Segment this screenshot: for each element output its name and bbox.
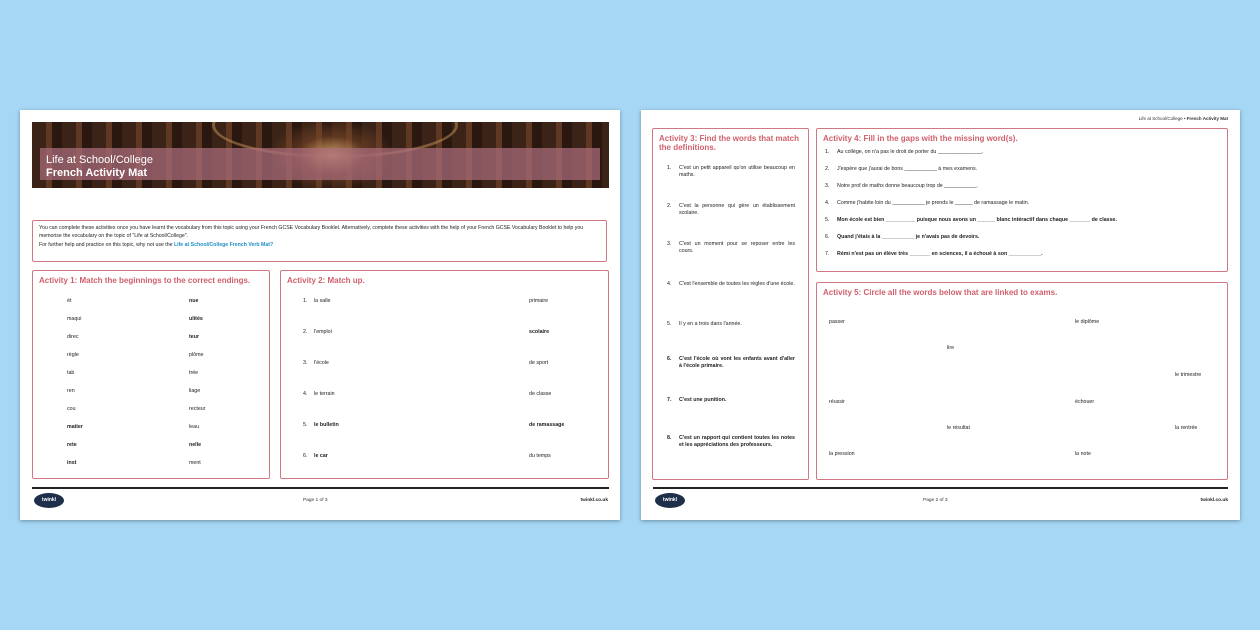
site-url: twinkl.co.uk <box>580 498 608 503</box>
footer-rule <box>32 487 609 489</box>
exam-word: la rentrée <box>1175 425 1198 431</box>
definition-text: Il y en a trois dans l'année. <box>679 321 742 327</box>
verb-mat-link[interactable]: Life at School/College French Verb Mat? <box>173 242 274 248</box>
exam-word: la note <box>1075 451 1091 457</box>
activity-5-box <box>816 282 1228 480</box>
word-ending: teur <box>189 334 200 340</box>
phrase-beginning: le car <box>314 453 328 459</box>
twinkl-logo: twinkl <box>34 493 64 508</box>
footer-rule <box>653 487 1228 489</box>
worksheet-page-1 <box>20 110 620 520</box>
gap-fill-sentence: Au collège, on n'a pas le droit de porter du _______________. <box>837 149 984 155</box>
definition-item <box>667 281 795 288</box>
exam-word: la pression <box>829 451 855 457</box>
phrase-beginning: le bulletin <box>314 422 339 428</box>
item-number: 4. <box>825 200 830 206</box>
word-beginning: rete <box>67 442 77 448</box>
word-ending: recteur <box>189 406 206 412</box>
intro-help-paragraph <box>39 242 600 250</box>
gap-fill-sentence: J'espère que j'aurai de bons ___________ à mes examens. <box>837 166 978 172</box>
intro-paragraph: You can complete these activities once you have learnt the vocabulary from this topic using your French GCSE Vocabulary Booklet. Alternatively, complete these activities with the help of your French GCSE Vocabulary Booklet to help you memorise the vocabulary on the topic of "Life at School/College". <box>39 225 584 239</box>
item-number: 8. <box>667 435 672 441</box>
word-beginning: règle <box>67 352 79 358</box>
banner-title: Life at School/College <box>46 154 154 166</box>
page-number: Page 1 of 3 <box>303 498 328 503</box>
activity-5-title: Activity 5: Circle all the words below that are linked to exams. <box>823 288 1058 297</box>
exam-word: le diplôme <box>1075 319 1100 325</box>
word-ending: leau <box>189 424 200 430</box>
item-number: 2. <box>667 203 672 209</box>
twinkl-logo: twinkl <box>655 493 685 508</box>
definition-item <box>667 435 795 449</box>
exam-word: réussir <box>829 399 845 405</box>
item-number: 4. <box>667 281 672 287</box>
library-banner-image <box>32 122 609 188</box>
header-title: French Activity Mat <box>1186 116 1228 121</box>
item-number: 3. <box>667 241 672 247</box>
word-beginning: inst <box>67 460 77 466</box>
page-number: Page 2 of 3 <box>923 498 948 503</box>
activity-1-title: Activity 1: Match the beginnings to the correct endings. <box>39 276 251 285</box>
item-number: 7. <box>825 251 830 257</box>
definition-text: C'est une punition. <box>679 397 727 403</box>
definition-item <box>667 203 795 217</box>
word-ending: liage <box>189 388 201 394</box>
site-url: twinkl.co.uk <box>1200 498 1228 503</box>
definition-text: C'est l'école où vont les enfants avant d'aller à l'école primaire. <box>679 356 795 369</box>
definition-text: C'est un rapport qui contient toutes les notes et les appréciations des professeurs. <box>679 435 795 448</box>
item-number: 1. <box>303 298 308 304</box>
phrase-ending: de ramassage <box>529 422 565 428</box>
phrase-ending: de sport <box>529 360 549 366</box>
definition-item <box>667 356 795 370</box>
word-beginning: tab <box>67 370 75 376</box>
exam-word: le résultat <box>947 425 970 431</box>
definition-item <box>667 241 795 255</box>
word-ending: ment <box>189 460 201 466</box>
item-number: 1. <box>825 149 830 155</box>
header-topic: Life at School/College • <box>1138 116 1187 121</box>
phrase-beginning: le terrain <box>314 391 335 397</box>
activity-2-box <box>280 270 609 479</box>
item-number: 5. <box>303 422 308 428</box>
phrase-beginning: l'emploi <box>314 329 332 335</box>
activity-4-box <box>816 128 1228 272</box>
activity-2-title: Activity 2: Match up. <box>287 276 365 285</box>
item-number: 4. <box>303 391 308 397</box>
phrase-beginning: l'école <box>314 360 329 366</box>
item-number: 6. <box>667 356 672 362</box>
exam-word: lire <box>947 345 955 351</box>
item-number: 3. <box>303 360 308 366</box>
page-header <box>1139 116 1228 121</box>
activity-4-title: Activity 4: Fill in the gaps with the missing word(s). <box>823 134 1018 143</box>
word-beginning: cou <box>67 406 76 412</box>
word-ending: nelle <box>189 442 202 448</box>
word-beginning: ren <box>67 388 75 394</box>
phrase-ending: primaire <box>529 298 549 304</box>
activity-1-box <box>32 270 270 479</box>
intro-box <box>32 220 607 262</box>
intro-help-text: For further help and practice on this topic, why not use the <box>39 242 174 248</box>
gap-fill-sentence: Quand j'étais à la ___________ je n'avais pas de devoirs. <box>837 234 980 240</box>
phrase-ending: de classe <box>529 391 552 397</box>
exam-word: passer <box>829 319 845 325</box>
gap-fill-sentence: Comme j'habite loin du ___________ je prends le ______ de ramassage le matin. <box>837 200 1030 206</box>
word-ending: trée <box>189 370 199 376</box>
item-number: 5. <box>667 321 672 327</box>
item-number: 3. <box>825 183 830 189</box>
word-beginning: direc <box>67 334 79 340</box>
word-beginning: matier <box>67 424 83 430</box>
exam-word: échouer <box>1075 399 1095 405</box>
banner-subtitle: French Activity Mat <box>46 167 148 179</box>
gap-fill-sentence: Mon école est bien __________ puisque nous avons un ______ blanc intéractif dans chaque _______ de classe. <box>837 217 1117 223</box>
word-ending: nue <box>189 298 199 304</box>
definition-text: C'est un moment pour se reposer entre les cours. <box>679 241 795 254</box>
definition-text: C'est l'ensemble de toutes les règles d'une école. <box>679 281 795 287</box>
gap-fill-sentence: Rémi n'est pas un élève très _______ en sciences, il a échoué à son ___________. <box>837 251 1043 257</box>
item-number: 6. <box>825 234 830 240</box>
item-number: 2. <box>825 166 830 172</box>
item-number: 2. <box>303 329 308 335</box>
definition-text: C'est un petit appareil qu'on utilise beaucoup en maths. <box>679 165 795 178</box>
phrase-ending: scolaire <box>529 329 550 335</box>
gap-fill-sentence: Notre prof de maths donne beaucoup trop de ___________. <box>837 183 979 189</box>
word-beginning: maqui <box>67 316 82 322</box>
exam-word: le trimestre <box>1175 372 1202 378</box>
item-number: 6. <box>303 453 308 459</box>
item-number: 1. <box>667 165 672 171</box>
word-ending: plôme <box>189 352 204 358</box>
definition-text: C'est la personne qui gère un établissement scolaire. <box>679 203 795 216</box>
definition-item <box>667 165 795 179</box>
item-number: 5. <box>825 217 830 223</box>
activity-3-box <box>652 128 809 480</box>
definition-item <box>667 397 795 404</box>
activity-3-title: Activity 3: Find the words that match the definitions. <box>659 134 800 152</box>
phrase-ending: du temps <box>529 453 551 459</box>
phrase-beginning: la salle <box>314 298 331 304</box>
item-number: 7. <box>667 397 672 403</box>
worksheet-page-2 <box>641 110 1240 520</box>
definition-item <box>667 321 795 328</box>
word-beginning: ét <box>67 298 72 304</box>
word-ending: ulités <box>189 316 203 322</box>
